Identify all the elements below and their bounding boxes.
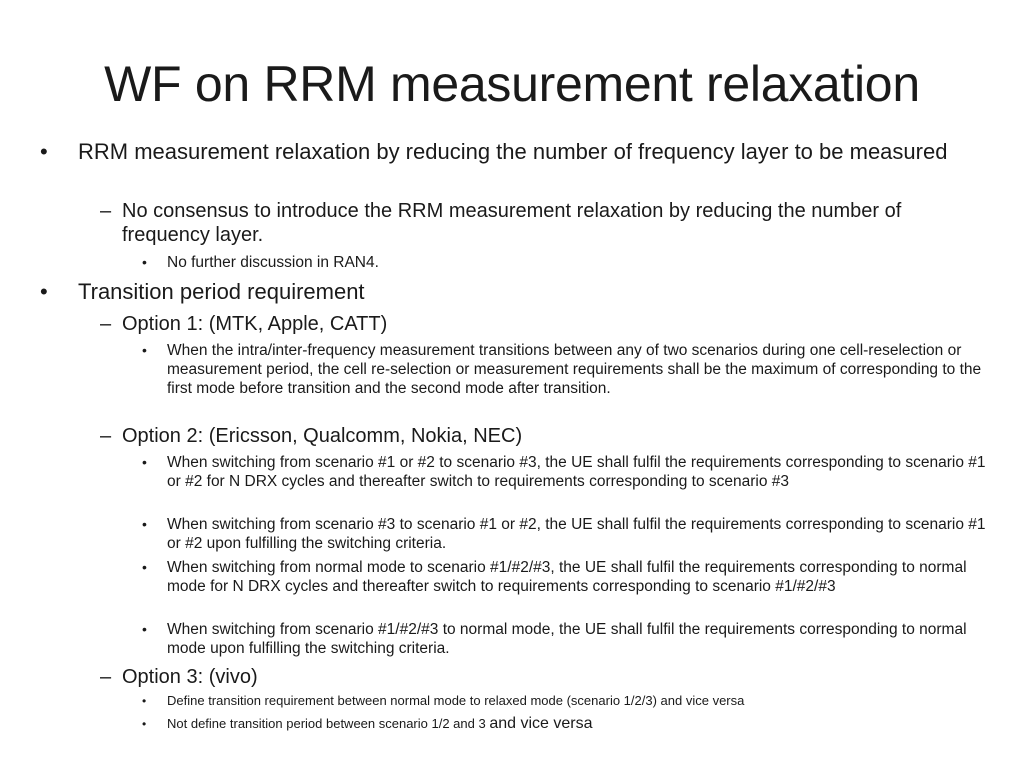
bullet-icon: • [142, 559, 147, 575]
option-detail-text [167, 715, 987, 733]
bullet-icon: • [142, 342, 147, 358]
bullet-icon: • [142, 254, 147, 270]
bullet-text: Transition period requirement [78, 279, 365, 304]
bullet-text: RRM measurement relaxation by reducing the number of frequency layer to be measured [78, 139, 948, 164]
bullet-icon: • [40, 279, 48, 304]
bullet-icon: • [40, 139, 48, 164]
option-detail-text: When the intra/inter-frequency measurement transitions between any of two scenarios during one cell-reselection or measurement period, the cell re-selection or measurement requirements shall be the maximum of corresponding to the first mode before transition and the second mode after transition. [167, 342, 982, 397]
option-detail-tail: and vice versa [489, 715, 593, 732]
option-text: Option 3: (vivo) [122, 666, 258, 688]
bullet-icon: • [142, 694, 147, 708]
dash-icon: – [100, 200, 112, 222]
option-detail-text: When switching from scenario #1 or #2 to scenario #3, the UE shall fulfil the requirements corresponding to scenario #1 or #2 for N DRX cycles and thereafter switch to requirements corresponding to scenario #3 [167, 454, 986, 490]
option-detail-text: When switching from normal mode to scenario #1/#2/#3, the UE shall fulfil the requirements corresponding to normal mode for N DRX cycles and thereafter switch to requirements corresponding to scenario #1/#2/#3 [167, 559, 967, 595]
bullet-icon: • [142, 621, 147, 637]
subsubbullet-text: No further discussion in RAN4. [167, 254, 379, 271]
option-detail-text: When switching from scenario #3 to scenario #1 or #2, the UE shall fulfil the requirements corresponding to scenario #1 or #2 upon fulfilling the switching criteria. [167, 516, 986, 552]
option-detail-main: Not define transition period between scenario 1/2 and 3 [167, 716, 486, 731]
option-text: Option 2: (Ericsson, Qualcomm, Nokia, NEC) [122, 425, 523, 447]
bullet-icon: • [142, 516, 147, 532]
subbullet-text: No consensus to introduce the RRM measurement relaxation by reducing the number of frequency layer. [122, 200, 902, 246]
option-detail-text: Define transition requirement between normal mode to relaxed mode (scenario 1/2/3) and vice versa [167, 693, 745, 708]
bullet-icon: • [142, 717, 147, 731]
dash-icon: – [100, 425, 112, 447]
dash-icon: – [100, 666, 112, 688]
bullet-icon: • [142, 454, 147, 470]
option-detail-text: When switching from scenario #1/#2/#3 to normal mode, the UE shall fulfil the requirements corresponding to normal mode upon fulfilling the switching criteria. [167, 621, 967, 657]
option-text: Option 1: (MTK, Apple, CATT) [122, 313, 388, 335]
slide-title: WF on RRM measurement relaxation [104, 56, 920, 112]
dash-icon: – [100, 313, 112, 335]
